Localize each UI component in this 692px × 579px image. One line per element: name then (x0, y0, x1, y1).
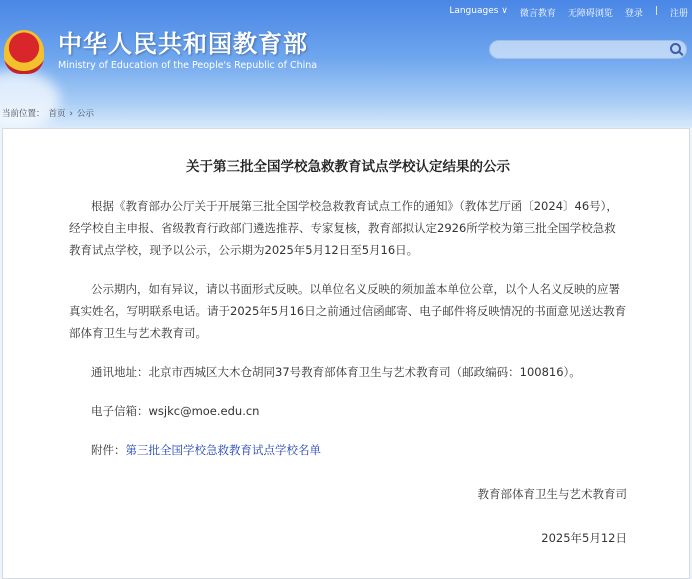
brand (58, 30, 317, 72)
languages-menu[interactable]: Languages ∨ (449, 6, 508, 16)
attachment-label: 附件： (91, 443, 126, 457)
national-emblem-logo (4, 30, 44, 74)
search-input[interactable] (489, 40, 687, 59)
breadcrumb-current[interactable]: 公示 (76, 109, 94, 119)
paragraph-1: 根据《教育部办公厅关于开展第三批全国学校急救教育试点工作的通知》（教体艺厅函〔2024〕46号），经学校自主申报、省级教育行政部门遴选推荐、专家复核，教育部拟认定2926所学校为第三批全国学校急救教育试点学校，现予以公示，公示期为2025年5月12日至5月16日。 (69, 199, 618, 257)
email: 电子信箱：wsjkc@moe.edu.cn (91, 404, 260, 418)
chevron-right-icon: › (69, 109, 73, 119)
accessibility-link[interactable]: 无障碍浏览 (567, 9, 613, 19)
register-link[interactable]: 注册 (669, 9, 688, 19)
attachment-link[interactable]: 第三批全国学校急救教育试点学校名单 (125, 443, 321, 457)
search-icon[interactable] (670, 43, 681, 54)
site-header (0, 0, 692, 128)
breadcrumb-home[interactable]: 首页 (48, 109, 66, 119)
breadcrumb (2, 108, 94, 120)
attachment (69, 439, 627, 461)
site-title[interactable]: 中华人民共和国教育部 (58, 30, 308, 58)
article (2, 128, 690, 579)
site-subtitle: Ministry of Education of the People's Republic of China (58, 60, 318, 71)
nav-separator: | (654, 6, 658, 16)
date: 2025年5月12日 (541, 531, 627, 545)
breadcrumb-label: 当前位置： (2, 109, 45, 119)
signature: 教育部体育卫生与艺术教育司 (477, 487, 627, 501)
weiyan-link[interactable]: 微言教育 (519, 9, 556, 19)
address: 通讯地址：北京市西城区大木仓胡同37号教育部体育卫生与艺术教育司（邮政编码：100816）。 (91, 365, 581, 379)
article-title: 关于第三批全国学校急救教育试点学校认定结果的公示 (186, 159, 510, 175)
top-nav (449, 6, 688, 19)
login-link[interactable]: 登录 (624, 9, 643, 19)
paragraph-2: 公示期内，如有异议，请以书面形式反映。以单位名义反映的须加盖本单位公章，以个人名义反映的应署真实姓名，写明联系电话。请于2025年5月16日之前通过信函邮寄、电子邮件将反映情况的书面意见送达教育部体育卫生与艺术教育司。 (69, 282, 627, 340)
